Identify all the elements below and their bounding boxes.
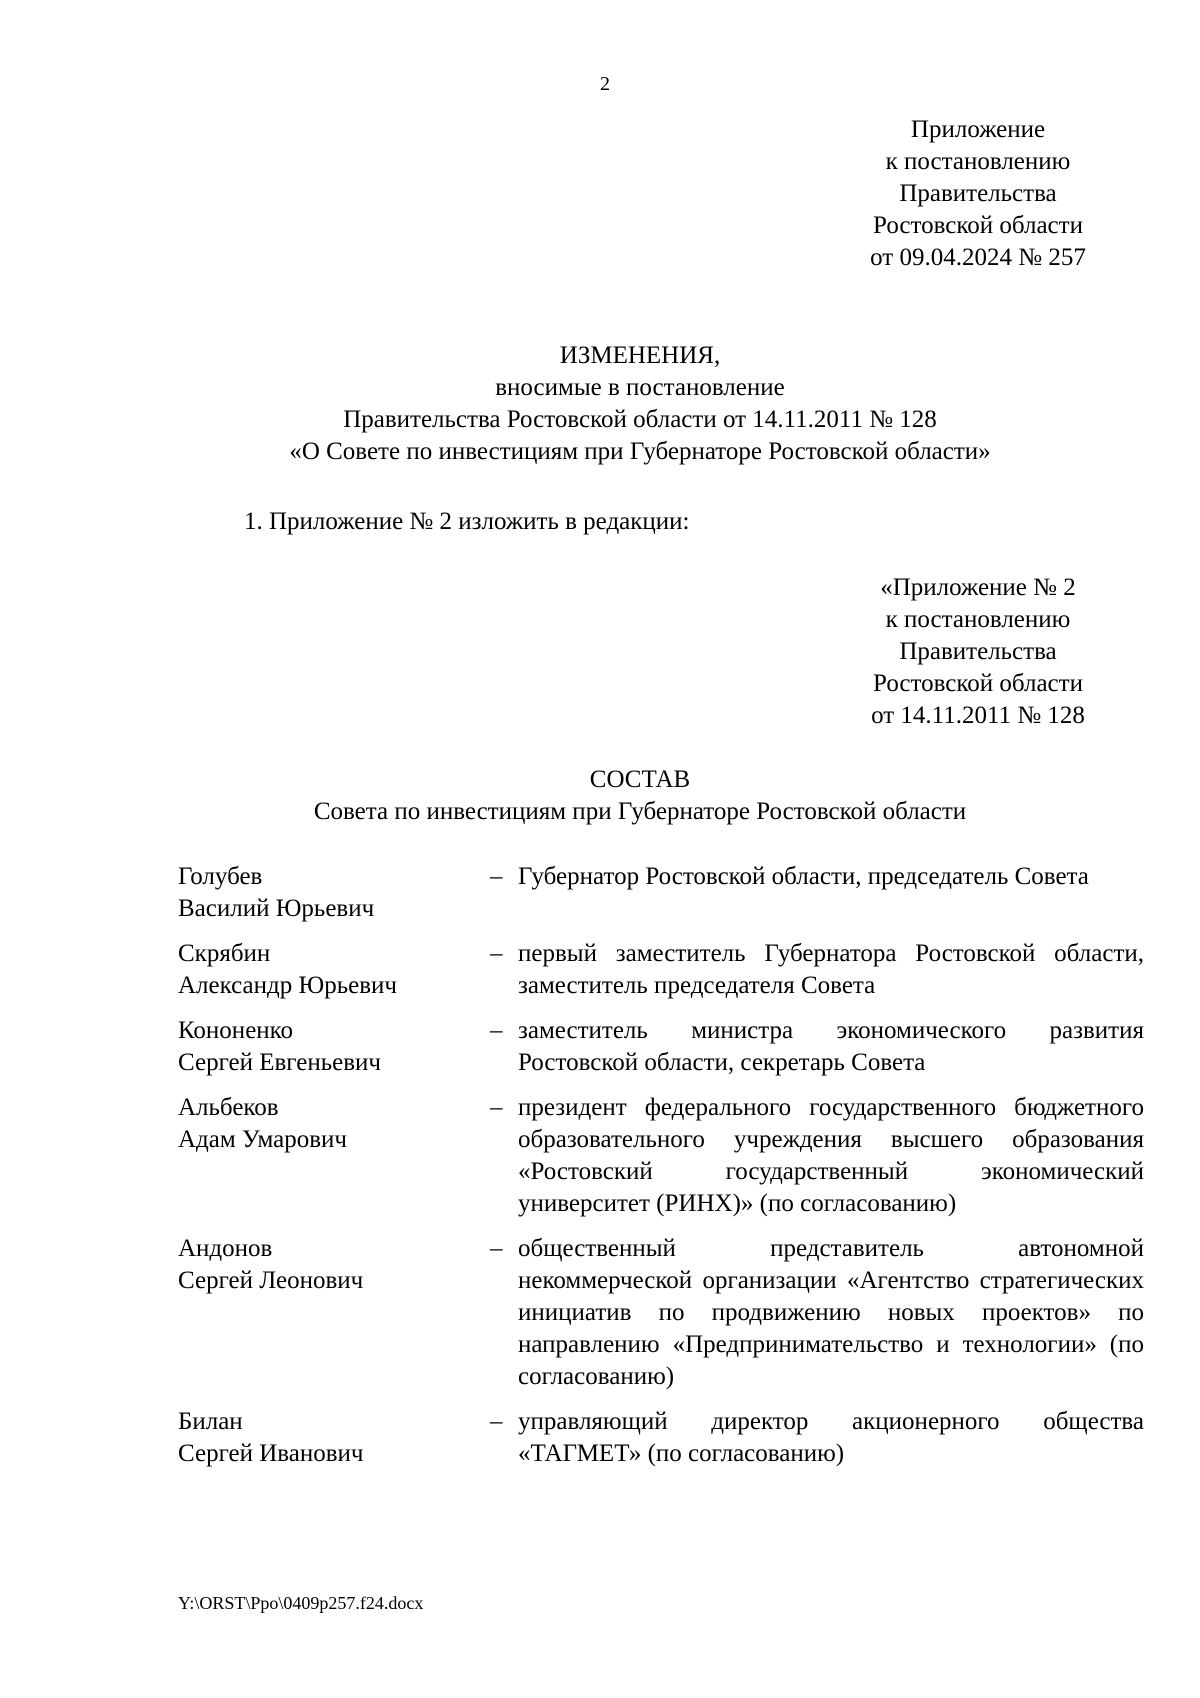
member-name	[178, 1092, 490, 1220]
member-row	[178, 1015, 1144, 1079]
member-position: общественный представитель автономной некоммерческой организации «Агентство стратегических инициатив по продвижению новых проектов» по направлению «Предпринимательство и технологии» (по согласованию)	[518, 1235, 1144, 1390]
appendix-header-line: к постановлению	[885, 148, 1071, 175]
original-appendix-line: к постановлению	[885, 606, 1071, 633]
member-dash: –	[490, 1094, 503, 1121]
member-name	[178, 861, 490, 925]
footer-file-path: Y:\ORST\Ppo\0409p257.f24.docx	[178, 1593, 424, 1613]
member-given-name: Сергей Евгеньевич	[178, 1049, 381, 1076]
member-given-name: Адам Умарович	[178, 1126, 347, 1153]
member-row	[178, 1092, 1144, 1220]
composition-subtitle: Совета по инвестициям при Губернаторе Ростовской области	[313, 798, 967, 825]
member-name	[178, 1015, 490, 1079]
page-number: 2	[600, 73, 610, 95]
member-surname: Андонов	[178, 1235, 273, 1262]
appendix-header	[838, 114, 1118, 274]
member-name	[178, 1233, 490, 1393]
member-dash: –	[490, 1235, 503, 1262]
appendix-header-line: от 09.04.2024 № 257	[870, 244, 1086, 271]
member-dash: –	[490, 1408, 503, 1435]
member-position: управляющий директор акционерного общества «ТАГМЕТ» (по согласованию)	[518, 1408, 1144, 1467]
member-position: Губернатор Ростовской области, председатель Совета	[518, 863, 1089, 890]
member-surname: Билан	[178, 1408, 243, 1435]
original-appendix-line: «Приложение № 2	[880, 574, 1076, 601]
member-position: первый заместитель Губернатора Ростовской области, заместитель председателя Совета	[518, 940, 1144, 999]
member-given-name: Василий Юрьевич	[178, 895, 375, 922]
member-surname: Голубев	[178, 863, 263, 890]
composition-title: СОСТАВ	[589, 766, 691, 793]
member-dash: –	[490, 940, 503, 967]
changes-heading	[140, 340, 1140, 468]
member-row	[178, 861, 1144, 925]
original-appendix-line: от 14.11.2011 № 128	[871, 702, 1085, 729]
original-appendix-line: Ростовской области	[873, 670, 1083, 697]
member-row	[178, 1233, 1144, 1393]
changes-line: вносимые в постановление	[495, 374, 785, 401]
original-appendix-line: Правительства	[899, 638, 1057, 665]
member-row	[178, 938, 1144, 1002]
original-appendix-header	[838, 572, 1118, 732]
appendix-header-line: Ростовской области	[873, 212, 1083, 239]
member-name	[178, 1406, 490, 1470]
members-list	[178, 861, 1144, 1483]
member-position: президент федерального государственного бюджетного образовательного учреждения высшего образования «Ростовский государственный экономический университет (РИНХ)» (по согласованию)	[518, 1094, 1144, 1217]
member-surname: Кононенко	[178, 1017, 294, 1044]
member-surname: Альбеков	[178, 1094, 279, 1121]
member-given-name: Александр Юрьевич	[178, 972, 397, 999]
member-position: заместитель министра экономического развития Ростовской области, секретарь Совета	[518, 1017, 1144, 1076]
changes-line: «О Совете по инвестициям при Губернаторе Ростовской области»	[289, 438, 991, 465]
member-dash: –	[490, 863, 503, 890]
member-surname: Скрябин	[178, 940, 271, 967]
section-1-text: 1. Приложение № 2 изложить в редакции:	[244, 508, 690, 535]
appendix-header-line: Приложение	[910, 116, 1046, 143]
member-dash: –	[490, 1017, 503, 1044]
changes-line: Правительства Ростовской области от 14.11.2011 № 128	[343, 406, 937, 433]
member-row	[178, 1406, 1144, 1470]
changes-title: ИЗМЕНЕНИЯ,	[559, 342, 721, 369]
member-given-name: Сергей Леонович	[178, 1267, 364, 1294]
member-given-name: Сергей Иванович	[178, 1440, 364, 1467]
member-name	[178, 938, 490, 1002]
composition-heading	[140, 764, 1140, 828]
appendix-header-line: Правительства	[899, 180, 1057, 207]
